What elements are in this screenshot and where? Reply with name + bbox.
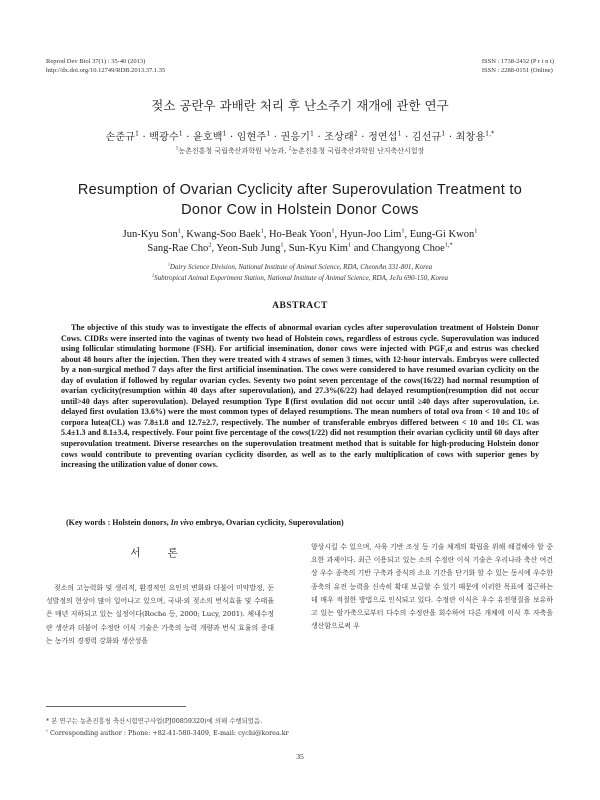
- author-name: Sang-Rae Cho: [147, 242, 209, 254]
- keywords: [66, 518, 544, 527]
- author-affil-marker: 1: [222, 130, 227, 138]
- author-name: 임현주: [236, 132, 267, 143]
- author-affil-marker: 1: [401, 227, 405, 235]
- korean-affil-2: 농촌진흥청 국립축산과학원 난지축산시험장: [291, 147, 425, 155]
- english-affil-2-text: Subtropical Animal Experiment Station, National Institute of Animal Science, RDA, JeJu 690-150, Korea: [154, 274, 449, 282]
- affil-marker: 1: [175, 145, 179, 151]
- doi-link[interactable]: http://dx.doi.org/10.12749/RDB.2013.37.1.35: [46, 67, 166, 74]
- abstract-heading: ABSTRACT: [272, 301, 328, 311]
- author-name: 정연섭: [368, 132, 398, 143]
- english-authors: [0, 228, 600, 255]
- english-affil-1-text: Dairy Science Division, National Institute of Animal Science, RDA, CheonAn 331-801, Korea: [169, 263, 433, 271]
- author-affil-marker: 1,*: [485, 130, 495, 138]
- author-affil-marker: 1: [474, 227, 478, 235]
- english-affil-1: [0, 262, 600, 273]
- keywords-text: embryo, Ovarian cyclicity, Superovulation): [193, 518, 344, 527]
- author-name: 손준규: [105, 132, 136, 143]
- affil-marker: 2: [288, 145, 292, 151]
- issn-print: ISSN : 1738-2432 (P r i n t): [481, 58, 554, 65]
- footnote-divider: [46, 706, 186, 707]
- author-affil-marker: 1: [177, 227, 181, 235]
- keywords-text: Holstein donors,: [112, 518, 171, 527]
- korean-title: 젖소 공란우 과배란 처리 후 난소주기 재개에 관한 연구: [151, 98, 449, 113]
- author-affil-marker: 2: [208, 241, 212, 248]
- author-affil-marker: 1,*: [444, 241, 453, 248]
- author-affil-marker: 1: [347, 241, 352, 248]
- running-header-right: [482, 57, 554, 75]
- author-affil-marker: 1: [178, 130, 183, 138]
- author-affil-marker: 1: [441, 130, 446, 138]
- english-authors-line: Sang-Rae Cho$^2$, Yeon-Sub Jung$^1$, Sun-Kyu Kim$^1$ and Changyong Choe$^{1,*}$: [147, 241, 453, 254]
- author-name: Yeon-Sub Jung: [216, 242, 281, 254]
- english-affil-2: [0, 273, 600, 284]
- english-title-line: Resumption of Ovarian Cyclicity after Superovulation Treatment to: [77, 182, 523, 198]
- author-name: 최창용: [455, 132, 486, 143]
- author-name: 조상래: [324, 132, 354, 143]
- korean-authors: 손준규$^1$ · 백광수$^1$ · 윤호백$^1$ · 임현주$^1$ · 권응기$^1$ · 조상래$^2$ · 정연섭$^1$ · 김선규$^1$ · 최창용$^{1,*}$: [105, 130, 495, 143]
- introduction-right-column: 향상시킬 수 있으며, 사육 기반 조성 등 기술 체계의 확립을 위해 해결해야 할 중요한 과제이다. 최근 이용되고 있는 소의 수정란 이식 기술은 우리나라 축산 여건상 우수 종축의 기반 구축과 증식의 소요 기간을 단기화 할 수 있는 동시에 우수한 종축의 유전 능력을 신속히 확대 보급할 수 있기 때문에 이러한 목표에 접근하는데 매우 적절한 방법으로 인식되고 있다. 수정란 이식은 우수 유전형질을 보유하고 있는 암가축으로부터 다수의 수정란을 회수하여 다른 개체에 이식 후 자축을 생산함으로써 우: [311, 543, 553, 631]
- author-name: Kwang-Soo Baek: [186, 229, 261, 240]
- introduction-left-column: 젖소의 고능력화 및 생리적, 환경적인 요인의 변화와 더불어 미약발정, 둔성발정의 현상이 많이 일어나고 있으며, 국내·외 젖소의 번식효율 및 수태율은 매년 저하되고 있는 실정이다(Roche 등, 2000; Lucy, 2001). 체내수정란 생산과 더불어 수정란 이식 기술은 가축의 능력 개량과 번식 효율의 증대는 농가의 경쟁력 강화와 생산성을: [46, 584, 274, 645]
- author-affil-marker: 1: [266, 130, 271, 138]
- author-name: Changyong Choe: [371, 242, 445, 254]
- author-name: Eung-Gi Kwon: [409, 229, 475, 240]
- english-affiliation: [0, 262, 600, 284]
- author-affil-marker: 2: [353, 130, 358, 138]
- footnote-corresponding: [46, 729, 289, 737]
- english-title-line: Donor Cow in Holstein Donor Cows: [181, 202, 419, 218]
- author-affil-marker: 1: [397, 130, 402, 138]
- issn-online: ISSN : 2288-0151 (Online): [481, 67, 553, 74]
- author-name: Jun-Kyu Son: [122, 229, 178, 240]
- author-name: 백광수: [149, 132, 179, 143]
- author-name: Ho-Beak Yoon: [268, 229, 332, 240]
- author-affil-marker: 1: [310, 130, 315, 138]
- author-affil-marker: 1: [135, 130, 140, 138]
- english-title: [0, 180, 600, 220]
- footnote-funding: * 본 연구는 농촌진흥청 축산시험연구사업(PJ00859320)에 의해 수행되었음.: [46, 717, 263, 725]
- korean-affiliation: [0, 146, 600, 156]
- english-authors-line: Jun-Kyu Son$^1$, Kwang-Soo Baek$^1$, Ho-Beak Yoon$^1$, Hyun-Joo Lim$^1$, Eung-Gi Kwon$^1$: [122, 227, 478, 240]
- affil-marker: 1: [167, 261, 170, 267]
- author-name: 권응기: [280, 132, 311, 143]
- author-name: 윤호백: [193, 132, 223, 143]
- korean-affil-1: 농촌진흥청 국립축산과학원 낙농과,: [178, 147, 287, 155]
- author-affil-marker: 1: [260, 227, 264, 235]
- author-name: 김선규: [411, 132, 442, 143]
- keywords-label: (Key words :: [66, 518, 113, 527]
- abstract-body: The objective of this study was to investigate the effects of abnormal ovarian cycles after superovulation treatment of Holstein Donor Cows. CIDRs were inserted into the vaginas of twenty two head of Holstein cows, regardless of estrous cycle. Superovulation was induced using follicular stimulating hormone (FSH). For artificial insemination, donor cows were injected with PGF₂α and estrus was checked about 48 hours after the injection. Then they were treated with 4 straws of semen 3 times, with 12-hour intervals. Embryos were collected by a non-surgical method 7 days after the first artificial insemination. The cows were considered to have resumed ovarian cyclicity on the day of ovulation if followed by regular ovarian cycles. Seventy two point seven percentage of the cows(16/22) had normal resumption of ovarian cyclicity(resumption within 40 days after superovulation), and 27.3%(6/22) had delayed resumption(resumption did not occur until>40 days after superovulation). Delayed resumption Type Ⅱ(first ovulation did not occur until ≥40 days after superovulation, i.e. delayed first ovulation 13.6%) were the most common types of delayed resumptions. The mean numbers of total ova from < 10 and 10≤ of corpora lutea(CL) was 7.8±1.8 and 12.7±2.7, respectively. The number of transferable embryos differed between < 10 and 10≤ CL was 5.4±1.3 and 8.1±3.4, respectively. Four point five percentage of the cows(1/22) did not resumption their ovarian cyclicity until 60 days after superovulation treatment. Diverse researches on the superovulation treatment method that is suitable for high-producing Holstein donor cows would contribute to preventing ovarian cyclicity disorder, as well as to the early multiplication of cows with superior genes by increasing the utilization value of donor cows.: [61, 323, 539, 470]
- page-number: 35: [296, 752, 304, 761]
- author-name: Sun-Kyu Kim: [288, 242, 348, 254]
- introduction-heading: 서 론: [130, 547, 190, 559]
- affil-marker: 2: [151, 272, 155, 278]
- author-name: Hyun-Joo Lim: [339, 229, 402, 240]
- keywords-italic: In vivo: [170, 518, 194, 527]
- dagger-marker: †: [46, 727, 48, 733]
- corresponding-author-text: Corresponding author : Phone: +82-41-580-3409, E-mail: cychi@korea.kr: [49, 729, 289, 737]
- author-affil-marker: 1: [280, 241, 284, 248]
- journal-citation: Reprod Dev Biol 37(1) : 35-40 (2013): [46, 58, 146, 65]
- running-header-left: [46, 57, 165, 75]
- author-affil-marker: 1: [331, 227, 335, 235]
